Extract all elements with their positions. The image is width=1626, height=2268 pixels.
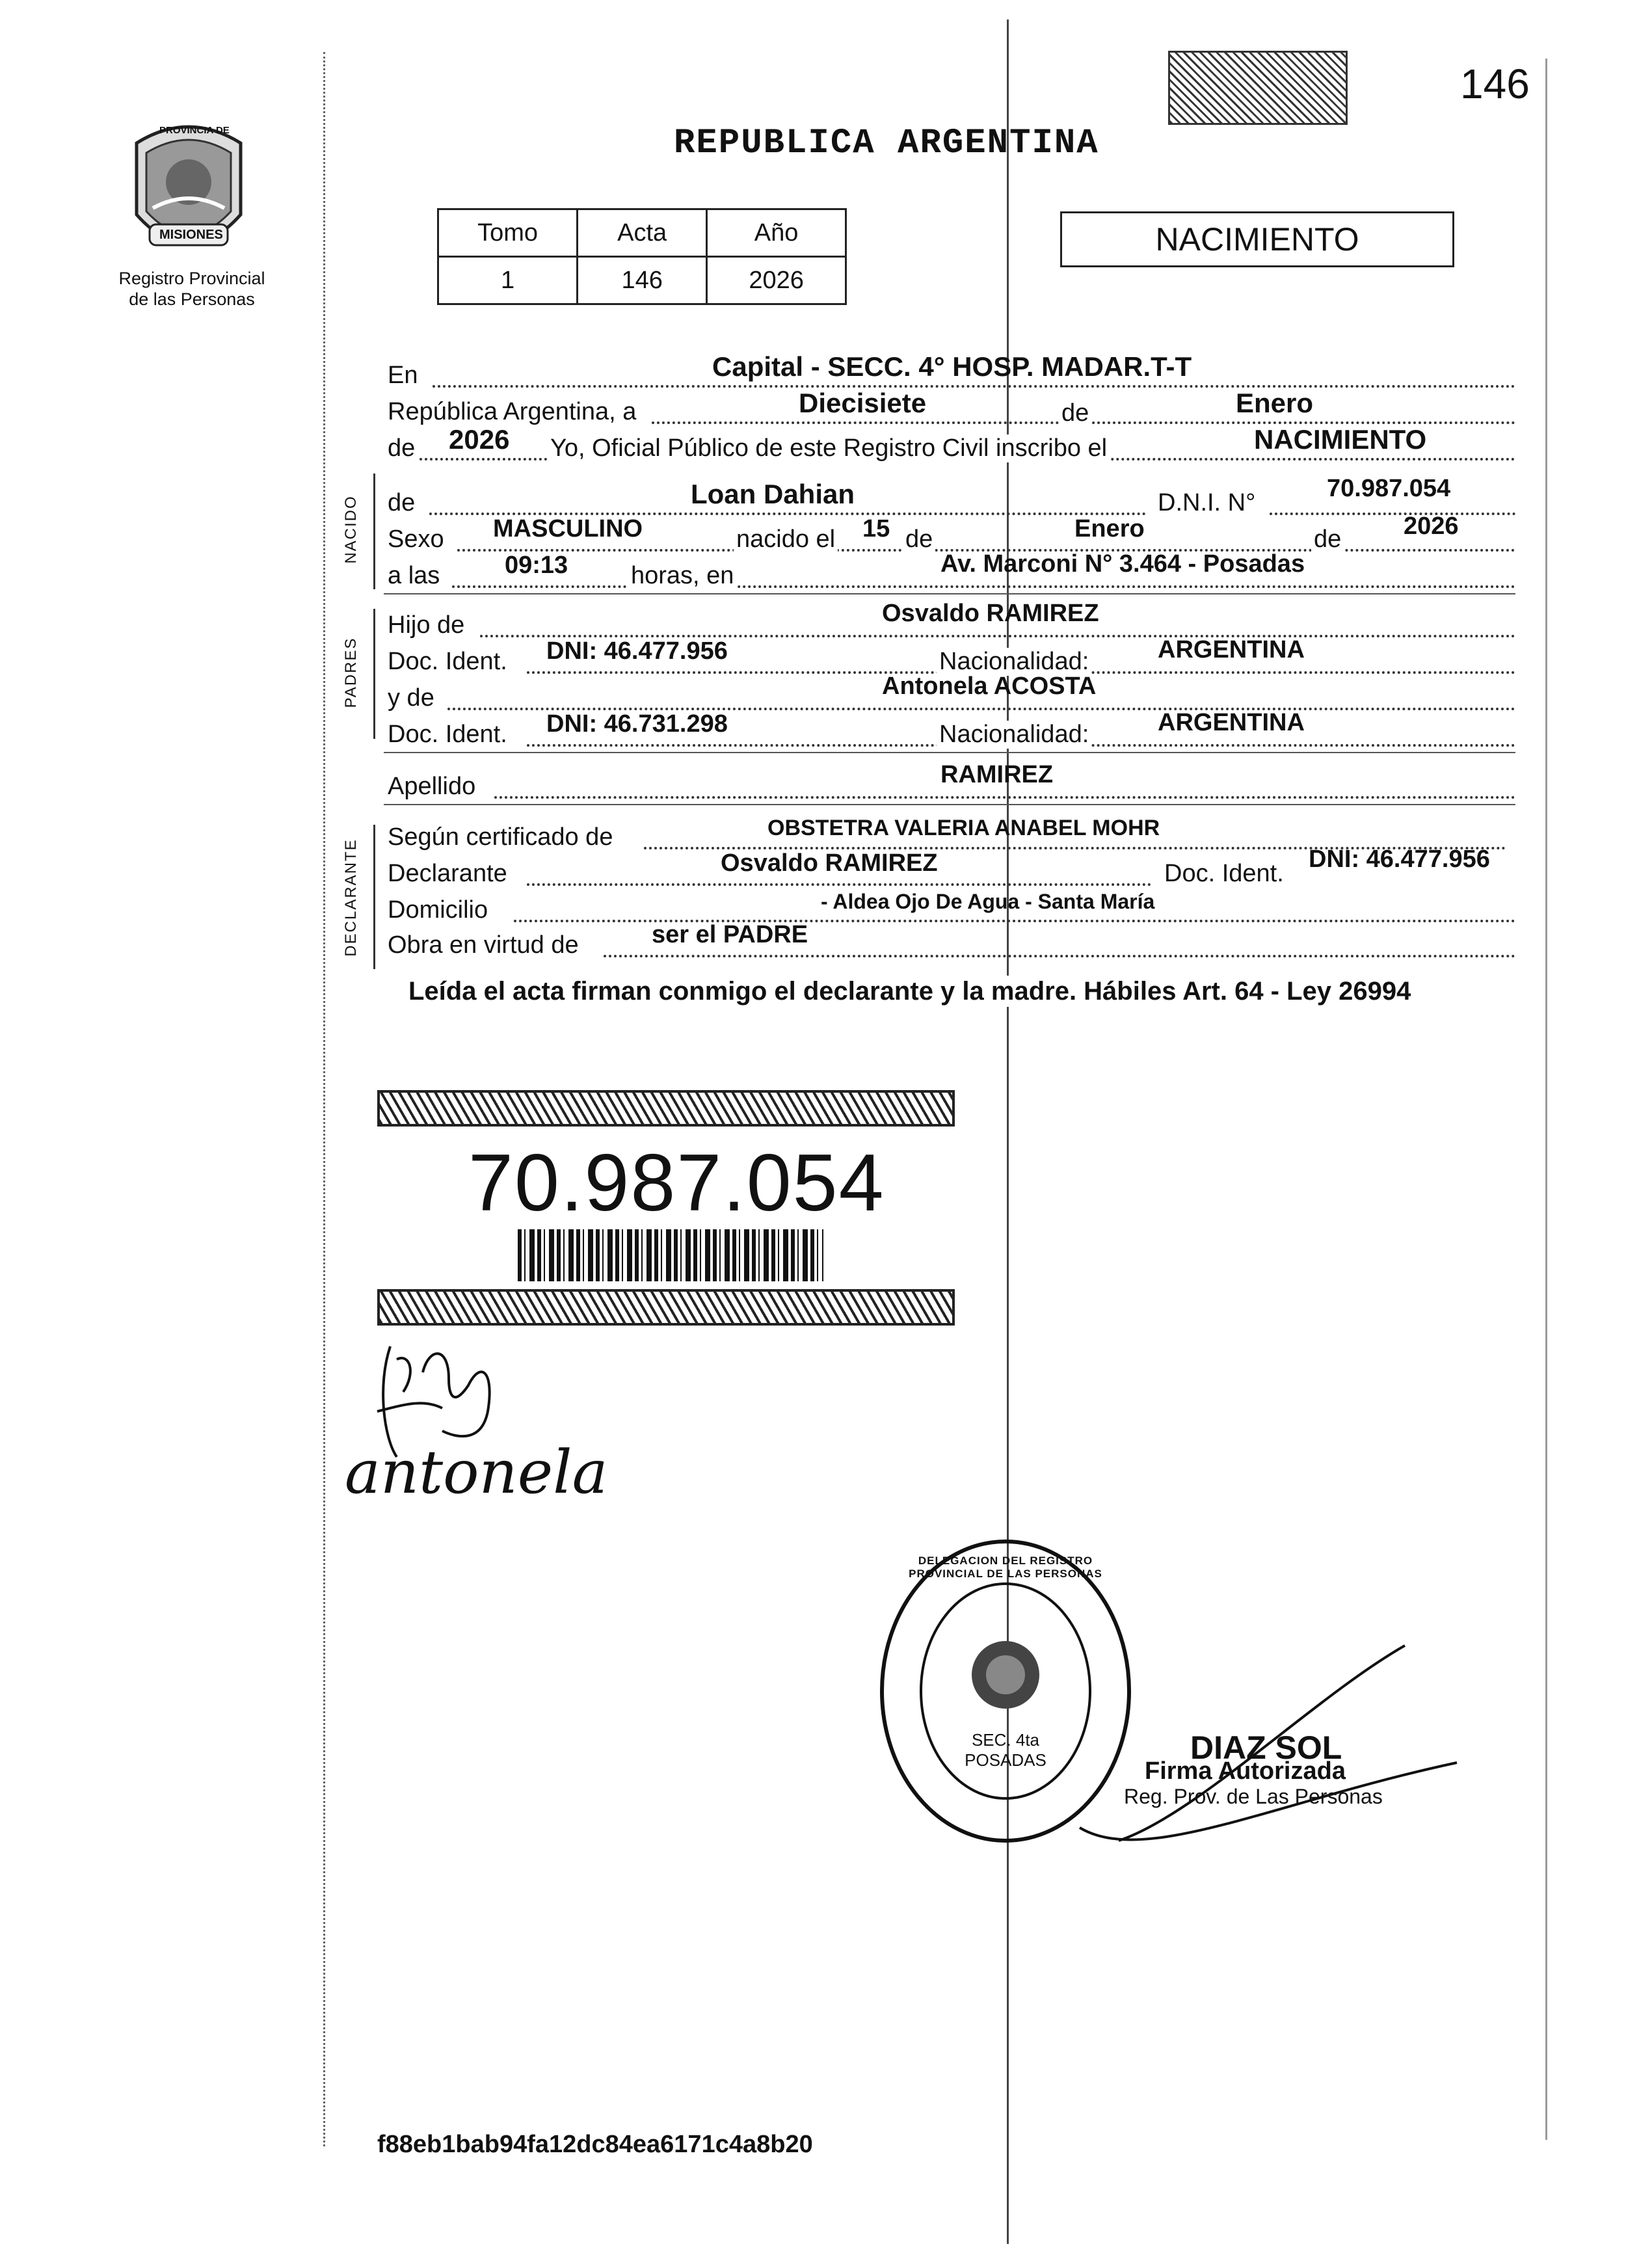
tomo-value: 1 [438,257,578,304]
declarante-dni: DNI: 46.477.956 [1309,846,1490,873]
registry-name [98,268,286,310]
logo-text-bottom: MISIONES [159,228,223,242]
de-label: de [1059,399,1091,427]
province-logo [124,117,254,273]
official-title: Firma Autorizada [1145,1757,1346,1785]
security-stamp [1168,51,1348,125]
yo-text: Yo, Oficial Público de este Registro Civil inscribo el [548,434,1110,462]
closing-text: Leída el acta firman conmigo el declarante y la madre. Hábiles Art. 64 - Ley 26994 [408,976,1488,1007]
day-value: Diecisiete [799,388,927,418]
apellido-dots [494,796,1515,799]
nacido-de2-label: de [903,526,935,554]
nacido-section-label: NACIDO [342,495,360,564]
declarante-name: Osvaldo RAMIREZ [721,849,938,877]
declarante-dots [527,883,1151,886]
father-nationality: ARGENTINA [1158,636,1305,663]
month-value: Enero [1236,388,1314,418]
en-dots [433,385,1515,388]
right-margin-line [1545,59,1547,2140]
dni-barcode [518,1229,823,1281]
mother-name: Antonela ACOSTA [882,673,1097,700]
folio-number: 146 [1460,60,1530,107]
padres-divider [384,752,1515,753]
mother-dni: DNI: 46.731.298 [546,710,728,738]
birth-time: 09:13 [505,552,568,579]
padres-section-label: PADRES [342,637,360,708]
official-name: DIAZ SOL [1190,1729,1342,1766]
declarante-section-label: DECLARANTE [342,838,360,957]
republica-label: República Argentina, a [388,398,637,425]
act-type-value: NACIMIENTO [1254,424,1427,455]
certificado-value: OBSTETRA VALERIA ANABEL MOHR [767,816,1160,840]
act-type-box [1060,211,1454,267]
birth-place: Av. Marconi N° 3.464 - Posadas [940,550,1305,578]
seal-inner-text: SEC. 4ta POSADAS [965,1730,1046,1770]
hijo-de-label: Hijo de [388,611,465,639]
sexo-value: MASCULINO [493,515,643,542]
place-value: Capital - SECC. 4° HOSP. MADAR.T-T [712,351,1192,382]
dni-big-number: 70.987.054 [468,1138,885,1228]
dni-dots [1270,513,1515,515]
nacido-bracket [373,474,375,589]
child-name: Loan Dahian [691,479,855,509]
birth-day: 15 [862,515,890,542]
mother-nationality-label: Nacionalidad: [937,721,1091,749]
domicilio-value: - Aldea Ojo De Agua - Santa María [821,890,1155,913]
obra-value: ser el PADRE [652,921,808,948]
child-dni: 70.987.054 [1327,475,1451,502]
declarante-label: Declarante [388,860,507,887]
birth-month: Enero [1074,515,1145,542]
apellido-value: RAMIREZ [940,761,1054,788]
acta-header: Acta [578,209,707,257]
en-label: En [388,362,418,389]
horas-label: horas, en [628,562,736,590]
seal-ring-text: DELEGACION DEL REGISTRO PROVINCIAL DE LAS PERSONAS [909,1554,1102,1580]
apellido-label: Apellido [388,773,476,800]
mother-doc-ident-label: Doc. Ident. [388,721,507,748]
father-doc-ident-label: Doc. Ident. [388,648,507,675]
nacido-divider [384,593,1515,594]
ano-header: Año [707,209,846,257]
a-las-dots [452,585,1515,588]
mother-nationality: ARGENTINA [1158,709,1305,736]
declarante-doc-label: Doc. Ident. [1164,860,1284,887]
y-de-label: y de [388,684,434,712]
year-value: 2026 [449,424,510,455]
dni-label: D.N.I. N° [1158,489,1256,516]
obra-dots [604,955,1515,957]
obra-label: Obra en virtud de [388,931,579,959]
apellido-divider [384,804,1515,805]
padres-bracket [373,609,375,739]
footer-hash: f88eb1bab94fa12dc84ea6171c4a8b20 [377,2131,813,2158]
certificado-label: Según certificado de [388,823,613,851]
a-las-label: a las [388,562,440,589]
mother-signature: antonela [345,1437,608,1507]
father-dni: DNI: 46.477.956 [546,637,728,665]
country-title: REPUBLICA ARGENTINA [674,124,1099,163]
registry-name-line2: de las Personas [129,289,255,309]
nacido-el-label: nacido el [734,526,838,554]
acta-value: 146 [578,257,707,304]
act-number-table [437,208,847,305]
tomo-header: Tomo [438,209,578,257]
father-nationality-label: Nacionalidad: [937,648,1091,676]
security-pattern-bottom [377,1289,955,1326]
father-name: Osvaldo RAMIREZ [882,600,1099,627]
registry-name-line1: Registro Provincial [118,269,265,288]
left-margin-line [323,52,325,2146]
security-pattern-top [377,1090,955,1127]
act-type-label: NACIMIENTO [1155,221,1359,258]
sexo-label: Sexo [388,526,444,553]
declarante-bracket [373,825,375,969]
de2-label: de [388,434,416,462]
ano-value: 2026 [707,257,846,304]
birth-year: 2026 [1404,513,1459,540]
nacido-de-label: de [388,489,416,516]
logo-text-top: PROVINCIA DE [159,125,230,136]
official-org: Reg. Prov. de Las Personas [1124,1785,1383,1808]
nacido-de3-label: de [1311,526,1344,554]
domicilio-label: Domicilio [388,896,488,924]
